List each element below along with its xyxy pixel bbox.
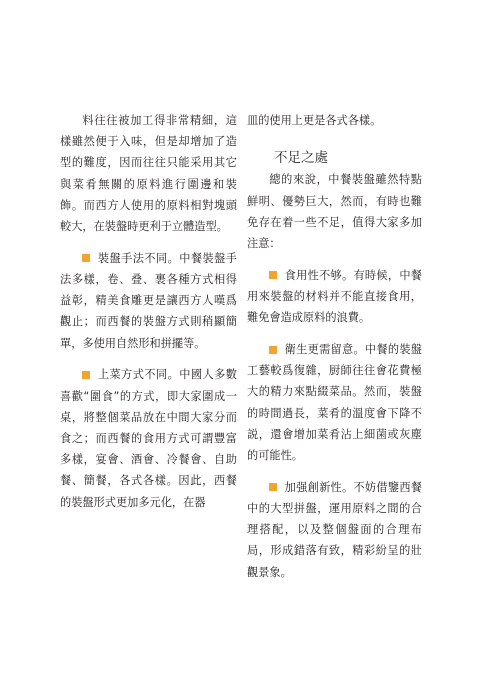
left-column <box>60 110 237 513</box>
square-bullet-icon <box>269 271 277 279</box>
section-heading: 不足之處 <box>274 150 328 167</box>
bullet-text: 加强創新性。不妨借鑒西餐中的大型拼盤，運用原料之間的合理搭配，以及整個盤面的合理布局，形成錯落有致，精彩紛呈的壯觀景象。 <box>247 480 422 579</box>
bullet-text: 裝盤手法不同。中餐裝盤手法多樣，卷、叠、裹各種方式相得益彰，精美食雕更是讓西方人嘆爲觀止；而西餐的裝盤方式則稍顯簡單，多使用自然形和拼擺等。 <box>60 251 237 350</box>
bullet-point-hygiene <box>247 339 422 466</box>
bullet-text: 衛生更需留意。中餐的裝盤工藝較爲復雜，厨師往往會花費極大的精力來點綴菜品。然而，裝盤的時間過長，菜肴的溫度會下降不説，還會增加菜肴沾上細菌或灰塵的可能性。 <box>247 343 422 463</box>
body-paragraph: 料往往被加工得非常精細，這樣雖然便于入味，但是却增加了造型的難度，因而往往只能采用其它與菜肴無關的原料進行圍邊和裝飾。而西方人使用的原料相對塊頭較大，在裝盤時更利于立體造型。 <box>60 114 237 234</box>
square-bullet-icon <box>82 254 90 262</box>
square-bullet-icon <box>82 371 90 379</box>
right-column <box>247 110 422 583</box>
bullet-point-serving-style <box>60 364 237 512</box>
square-bullet-icon <box>269 346 277 354</box>
intro-paragraph: 總的來說，中餐裝盤雖然特點鮮明、優勢巨大，然而，有時也難免存在着一些不足，值得大家多加注意： <box>247 173 422 251</box>
bullet-text: 食用性不够。有時候，中餐用來裝盤的材料并不能直接食用，難免會造成原料的浪費。 <box>247 268 422 325</box>
bullet-point-plating-technique <box>60 248 237 354</box>
bullet-text: 上菜方式不同。中國人多數喜歡“圍食”的方式，即大家圍成一桌，將整個菜品放在中間大家分而食之；而西餐的食用方式可謂豐富多樣，宴會、酒會、冷餐會、自助餐、簡餐，各式各樣。因此，西餐的裝盤形式更加多元化，在器 <box>60 368 237 509</box>
continuation-paragraph: 皿的使用上更是各式各樣。 <box>247 114 382 127</box>
square-bullet-icon <box>269 483 277 491</box>
bullet-point-innovation <box>247 477 422 583</box>
bullet-point-edibility <box>247 265 422 329</box>
